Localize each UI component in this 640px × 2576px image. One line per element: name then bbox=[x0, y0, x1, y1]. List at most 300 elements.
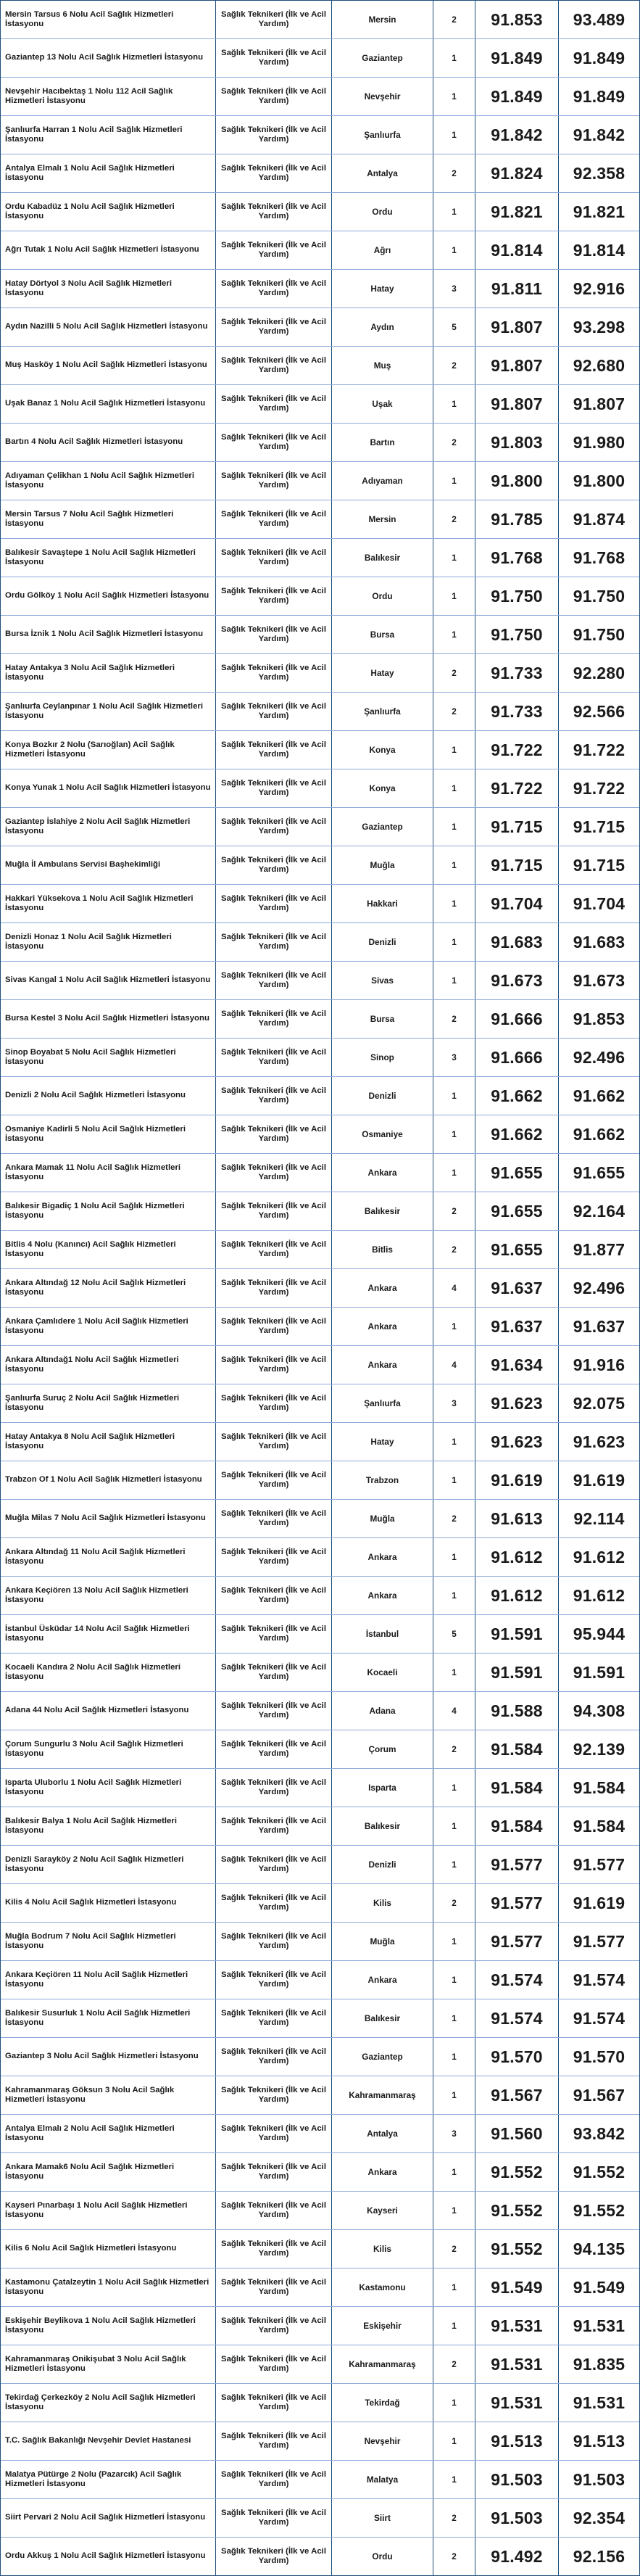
min-score-cell: 91.552 bbox=[475, 2230, 558, 2268]
max-score-cell: 91.807 bbox=[558, 385, 639, 423]
institution-name-cell: İstanbul Üsküdar 14 Nolu Acil Sağlık Hizmetleri İstasyonu bbox=[5, 1624, 190, 1643]
quota-cell: 2 bbox=[433, 2499, 475, 2537]
institution-name-cell: Antalya Elmalı 2 Nolu Acil Sağlık Hizmetleri İstasyonu bbox=[5, 2123, 175, 2142]
quota-cell: 1 bbox=[433, 2038, 475, 2076]
position-title-cell: Sağlık Teknikeri (İlk ve Acil Yardım) bbox=[215, 385, 331, 423]
quota-cell: 1 bbox=[433, 1154, 475, 1192]
position-title-cell: Sağlık Teknikeri (İlk ve Acil Yardım) bbox=[215, 270, 331, 307]
city-cell: Sinop bbox=[331, 1039, 433, 1076]
position-title-cell: Sağlık Teknikeri (İlk ve Acil Yardım) bbox=[215, 1115, 331, 1153]
city-cell: Ordu bbox=[331, 2538, 433, 2575]
min-score-cell: 91.634 bbox=[475, 1346, 558, 1384]
table-row bbox=[1, 1845, 639, 1883]
institution-name-cell: Şanlıurfa Suruç 2 Nolu Acil Sağlık Hizmetleri İstasyonu bbox=[5, 1393, 180, 1412]
table-row bbox=[1, 1576, 639, 1614]
max-score-cell: 92.139 bbox=[558, 1730, 639, 1768]
city-cell: Bursa bbox=[331, 1000, 433, 1038]
institution-name-cell: Denizli Honaz 1 Nolu Acil Sağlık Hizmetleri İstasyonu bbox=[5, 932, 172, 951]
city-cell: Muğla bbox=[331, 846, 433, 884]
max-score-cell: 91.637 bbox=[558, 1308, 639, 1345]
institution-name-cell: Ankara Altındağ 11 Nolu Acil Sağlık Hizmetleri İstasyonu bbox=[5, 1547, 186, 1566]
table-row bbox=[1, 115, 639, 154]
min-score-cell: 91.577 bbox=[475, 1884, 558, 1922]
city-cell: Konya bbox=[331, 731, 433, 769]
max-score-cell: 91.673 bbox=[558, 962, 639, 999]
min-score-cell: 91.733 bbox=[475, 693, 558, 730]
quota-cell: 5 bbox=[433, 308, 475, 346]
city-cell: Osmaniye bbox=[331, 1115, 433, 1153]
quota-cell: 3 bbox=[433, 1039, 475, 1076]
quota-cell: 2 bbox=[433, 1500, 475, 1537]
min-score-cell: 91.715 bbox=[475, 846, 558, 884]
max-score-cell: 91.552 bbox=[558, 2192, 639, 2229]
institution-name-cell: Ankara Çamlıdere 1 Nolu Acil Sağlık Hizmetleri İstasyonu bbox=[5, 1316, 188, 1335]
max-score-cell: 92.114 bbox=[558, 1500, 639, 1537]
position-title-cell: Sağlık Teknikeri (İlk ve Acil Yardım) bbox=[215, 193, 331, 231]
table-row bbox=[1, 961, 639, 999]
institution-name-cell: Ordu Gölköy 1 Nolu Acil Sağlık Hizmetleri İstasyonu bbox=[5, 591, 209, 600]
position-title-cell: Sağlık Teknikeri (İlk ve Acil Yardım) bbox=[215, 1538, 331, 1576]
institution-name-cell: Kilis 6 Nolu Acil Sağlık Hizmetleri İstasyonu bbox=[5, 2244, 177, 2253]
min-score-cell: 91.715 bbox=[475, 808, 558, 846]
max-score-cell: 91.591 bbox=[558, 1654, 639, 1691]
min-score-cell: 91.803 bbox=[475, 424, 558, 461]
min-score-cell: 91.574 bbox=[475, 1961, 558, 1999]
quota-cell: 2 bbox=[433, 2230, 475, 2268]
position-title-cell: Sağlık Teknikeri (İlk ve Acil Yardım) bbox=[215, 808, 331, 846]
city-cell: Şanlıurfa bbox=[331, 1384, 433, 1422]
min-score-cell: 91.849 bbox=[475, 39, 558, 77]
table-row bbox=[1, 1461, 639, 1499]
institution-name-cell: Muğla İl Ambulans Servisi Başhekimliği bbox=[5, 860, 161, 870]
position-title-cell: Sağlık Teknikeri (İlk ve Acil Yardım) bbox=[215, 1961, 331, 1999]
position-title-cell: Sağlık Teknikeri (İlk ve Acil Yardım) bbox=[215, 2153, 331, 2191]
max-score-cell: 91.750 bbox=[558, 577, 639, 615]
min-score-cell: 91.722 bbox=[475, 769, 558, 807]
institution-name-cell: Sinop Boyabat 5 Nolu Acil Sağlık Hizmetleri İstasyonu bbox=[5, 1047, 176, 1066]
quota-cell: 1 bbox=[433, 1807, 475, 1845]
city-cell: Şanlıurfa bbox=[331, 693, 433, 730]
min-score-cell: 91.814 bbox=[475, 231, 558, 269]
institution-name-cell: T.C. Sağlık Bakanlığı Nevşehir Devlet Hastanesi bbox=[5, 2436, 191, 2445]
quota-cell: 2 bbox=[433, 1192, 475, 1230]
min-score-cell: 91.503 bbox=[475, 2499, 558, 2537]
max-score-cell: 91.619 bbox=[558, 1461, 639, 1499]
city-cell: Gaziantep bbox=[331, 39, 433, 77]
max-score-cell: 91.531 bbox=[558, 2307, 639, 2345]
institution-name-cell: Kayseri Pınarbaşı 1 Nolu Acil Sağlık Hizmetleri İstasyonu bbox=[5, 2200, 188, 2219]
institution-name-cell: Balıkesir Balya 1 Nolu Acil Sağlık Hizmetleri İstasyonu bbox=[5, 1816, 177, 1835]
institution-name-cell: Kahramanmaraş Onikişubat 3 Nolu Acil Sağlık Hizmetleri İstasyonu bbox=[5, 2354, 186, 2373]
max-score-cell: 91.549 bbox=[558, 2269, 639, 2306]
max-score-cell: 91.877 bbox=[558, 1231, 639, 1268]
position-title-cell: Sağlık Teknikeri (İlk ve Acil Yardım) bbox=[215, 846, 331, 884]
table-row bbox=[1, 307, 639, 346]
max-score-cell: 91.655 bbox=[558, 1154, 639, 1192]
institution-name-cell: Eskişehir Beylikova 1 Nolu Acil Sağlık Hizmetleri İstasyonu bbox=[5, 2316, 196, 2334]
max-score-cell: 91.503 bbox=[558, 2461, 639, 2498]
institution-name-cell: Ankara Keçiören 11 Nolu Acil Sağlık Hizmetleri İstasyonu bbox=[5, 1970, 188, 1989]
position-title-cell: Sağlık Teknikeri (İlk ve Acil Yardım) bbox=[215, 923, 331, 961]
min-score-cell: 91.531 bbox=[475, 2384, 558, 2422]
position-title-cell: Sağlık Teknikeri (İlk ve Acil Yardım) bbox=[215, 1654, 331, 1691]
institution-name-cell: Isparta Uluborlu 1 Nolu Acil Sağlık Hizmetleri İstasyonu bbox=[5, 1778, 182, 1796]
table-row bbox=[1, 2229, 639, 2268]
table-row bbox=[1, 77, 639, 115]
position-title-cell: Sağlık Teknikeri (İlk ve Acil Yardım) bbox=[215, 654, 331, 692]
position-title-cell: Sağlık Teknikeri (İlk ve Acil Yardım) bbox=[215, 2422, 331, 2460]
max-score-cell: 91.916 bbox=[558, 1346, 639, 1384]
position-title-cell: Sağlık Teknikeri (İlk ve Acil Yardım) bbox=[215, 424, 331, 461]
max-score-cell: 93.489 bbox=[558, 1, 639, 38]
table-row bbox=[1, 1076, 639, 1115]
max-score-cell: 91.849 bbox=[558, 78, 639, 115]
max-score-cell: 91.722 bbox=[558, 731, 639, 769]
max-score-cell: 94.135 bbox=[558, 2230, 639, 2268]
table-row bbox=[1, 2383, 639, 2422]
position-title-cell: Sağlık Teknikeri (İlk ve Acil Yardım) bbox=[215, 1577, 331, 1614]
min-score-cell: 91.750 bbox=[475, 577, 558, 615]
quota-cell: 1 bbox=[433, 39, 475, 77]
max-score-cell: 91.768 bbox=[558, 539, 639, 577]
quota-cell: 4 bbox=[433, 1346, 475, 1384]
institution-name-cell: Muğla Bodrum 7 Nolu Acil Sağlık Hizmetleri İstasyonu bbox=[5, 1931, 176, 1950]
position-title-cell: Sağlık Teknikeri (İlk ve Acil Yardım) bbox=[215, 1, 331, 38]
min-score-cell: 91.612 bbox=[475, 1538, 558, 1576]
table-row bbox=[1, 1614, 639, 1653]
table-row bbox=[1, 2537, 639, 2575]
position-title-cell: Sağlık Teknikeri (İlk ve Acil Yardım) bbox=[215, 1039, 331, 1076]
table-row bbox=[1, 423, 639, 461]
institution-name-cell: Gaziantep 3 Nolu Acil Sağlık Hizmetleri İstasyonu bbox=[5, 2052, 199, 2061]
institution-name-cell: Şanlıurfa Harran 1 Nolu Acil Sağlık Hizmetleri İstasyonu bbox=[5, 125, 183, 144]
position-title-cell: Sağlık Teknikeri (İlk ve Acil Yardım) bbox=[215, 1884, 331, 1922]
table-row bbox=[1, 730, 639, 769]
min-score-cell: 91.574 bbox=[475, 1999, 558, 2037]
city-cell: Kilis bbox=[331, 1884, 433, 1922]
table-row bbox=[1, 1691, 639, 1730]
quota-cell: 1 bbox=[433, 2076, 475, 2114]
position-title-cell: Sağlık Teknikeri (İlk ve Acil Yardım) bbox=[215, 2038, 331, 2076]
institution-name-cell: Muğla Milas 7 Nolu Acil Sağlık Hizmetleri İstasyonu bbox=[5, 1514, 206, 1523]
min-score-cell: 91.821 bbox=[475, 193, 558, 231]
max-score-cell: 91.619 bbox=[558, 1884, 639, 1922]
quota-cell: 1 bbox=[433, 846, 475, 884]
institution-name-cell: Kilis 4 Nolu Acil Sağlık Hizmetleri İstasyonu bbox=[5, 1898, 177, 1907]
position-title-cell: Sağlık Teknikeri (İlk ve Acil Yardım) bbox=[215, 1000, 331, 1038]
institution-name-cell: Hatay Antakya 3 Nolu Acil Sağlık Hizmetleri İstasyonu bbox=[5, 663, 175, 682]
max-score-cell: 91.662 bbox=[558, 1077, 639, 1115]
min-score-cell: 91.666 bbox=[475, 1000, 558, 1038]
quota-cell: 1 bbox=[433, 1846, 475, 1883]
city-cell: Hatay bbox=[331, 654, 433, 692]
min-score-cell: 91.584 bbox=[475, 1807, 558, 1845]
city-cell: Ankara bbox=[331, 1154, 433, 1192]
city-cell: Kastamonu bbox=[331, 2269, 433, 2306]
quota-cell: 1 bbox=[433, 1461, 475, 1499]
max-score-cell: 91.612 bbox=[558, 1538, 639, 1576]
quota-cell: 3 bbox=[433, 270, 475, 307]
min-score-cell: 91.811 bbox=[475, 270, 558, 307]
city-cell: Denizli bbox=[331, 1077, 433, 1115]
city-cell: İstanbul bbox=[331, 1615, 433, 1653]
quota-cell: 1 bbox=[433, 116, 475, 154]
min-score-cell: 91.662 bbox=[475, 1115, 558, 1153]
max-score-cell: 91.612 bbox=[558, 1577, 639, 1614]
quota-cell: 1 bbox=[433, 1923, 475, 1960]
min-score-cell: 91.807 bbox=[475, 385, 558, 423]
min-score-cell: 91.531 bbox=[475, 2307, 558, 2345]
institution-name-cell: Balıkesir Savaştepe 1 Nolu Acil Sağlık Hizmetleri İstasyonu bbox=[5, 548, 196, 566]
max-score-cell: 92.358 bbox=[558, 154, 639, 192]
position-title-cell: Sağlık Teknikeri (İlk ve Acil Yardım) bbox=[215, 2384, 331, 2422]
max-score-cell: 91.574 bbox=[558, 1999, 639, 2037]
institution-name-cell: Kastamonu Çatalzeytin 1 Nolu Acil Sağlık Hizmetleri İstasyonu bbox=[5, 2277, 209, 2296]
institution-name-cell: Hatay Antakya 8 Nolu Acil Sağlık Hizmetleri İstasyonu bbox=[5, 1432, 175, 1450]
city-cell: Antalya bbox=[331, 154, 433, 192]
institution-name-cell: Bursa Kestel 3 Nolu Acil Sağlık Hizmetleri İstasyonu bbox=[5, 1014, 209, 1023]
min-score-cell: 91.613 bbox=[475, 1500, 558, 1537]
institution-name-cell: Konya Yunak 1 Nolu Acil Sağlık Hizmetleri İstasyonu bbox=[5, 783, 211, 793]
city-cell: Balıkesir bbox=[331, 1192, 433, 1230]
position-title-cell: Sağlık Teknikeri (İlk ve Acil Yardım) bbox=[215, 1423, 331, 1461]
position-title-cell: Sağlık Teknikeri (İlk ve Acil Yardım) bbox=[215, 769, 331, 807]
city-cell: Aydın bbox=[331, 308, 433, 346]
max-score-cell: 91.552 bbox=[558, 2153, 639, 2191]
table-row bbox=[1, 1153, 639, 1192]
city-cell: Balıkesir bbox=[331, 1999, 433, 2037]
table-row bbox=[1, 1999, 639, 2037]
position-title-cell: Sağlık Teknikeri (İlk ve Acil Yardım) bbox=[215, 2538, 331, 2575]
institution-name-cell: Osmaniye Kadirli 5 Nolu Acil Sağlık Hizmetleri İstasyonu bbox=[5, 1124, 186, 1143]
position-title-cell: Sağlık Teknikeri (İlk ve Acil Yardım) bbox=[215, 347, 331, 384]
table-row bbox=[1, 769, 639, 807]
max-score-cell: 91.567 bbox=[558, 2076, 639, 2114]
quota-cell: 1 bbox=[433, 1538, 475, 1576]
institution-name-cell: Kocaeli Kandıra 2 Nolu Acil Sağlık Hizmetleri İstasyonu bbox=[5, 1662, 181, 1681]
institution-name-cell: Siirt Pervari 2 Nolu Acil Sağlık Hizmetleri İstasyonu bbox=[5, 2513, 206, 2522]
min-score-cell: 91.785 bbox=[475, 500, 558, 538]
institution-name-cell: Aydın Nazilli 5 Nolu Acil Sağlık Hizmetleri İstasyonu bbox=[5, 322, 208, 331]
position-title-cell: Sağlık Teknikeri (İlk ve Acil Yardım) bbox=[215, 885, 331, 922]
city-cell: Gaziantep bbox=[331, 808, 433, 846]
city-cell: Hatay bbox=[331, 270, 433, 307]
table-row bbox=[1, 38, 639, 77]
position-title-cell: Sağlık Teknikeri (İlk ve Acil Yardım) bbox=[215, 616, 331, 653]
min-score-cell: 91.807 bbox=[475, 308, 558, 346]
institution-name-cell: Ankara Altındağ1 Nolu Acil Sağlık Hizmetleri İstasyonu bbox=[5, 1355, 179, 1374]
max-score-cell: 95.944 bbox=[558, 1615, 639, 1653]
quota-cell: 2 bbox=[433, 1231, 475, 1268]
min-score-cell: 91.492 bbox=[475, 2538, 558, 2575]
position-title-cell: Sağlık Teknikeri (İlk ve Acil Yardım) bbox=[215, 1923, 331, 1960]
city-cell: Şanlıurfa bbox=[331, 116, 433, 154]
min-score-cell: 91.552 bbox=[475, 2192, 558, 2229]
position-title-cell: Sağlık Teknikeri (İlk ve Acil Yardım) bbox=[215, 1192, 331, 1230]
quota-cell: 2 bbox=[433, 1884, 475, 1922]
city-cell: Kayseri bbox=[331, 2192, 433, 2229]
table-row bbox=[1, 2460, 639, 2498]
min-score-cell: 91.588 bbox=[475, 1692, 558, 1730]
min-score-cell: 91.655 bbox=[475, 1192, 558, 1230]
city-cell: Muğla bbox=[331, 1500, 433, 1537]
table-row bbox=[1, 231, 639, 269]
table-row bbox=[1, 1268, 639, 1307]
max-score-cell: 91.577 bbox=[558, 1846, 639, 1883]
table-row bbox=[1, 461, 639, 500]
table-row bbox=[1, 192, 639, 231]
quota-cell: 2 bbox=[433, 500, 475, 538]
institution-name-cell: Ağrı Tutak 1 Nolu Acil Sağlık Hizmetleri İstasyonu bbox=[5, 245, 199, 255]
max-score-cell: 92.354 bbox=[558, 2499, 639, 2537]
table-row bbox=[1, 577, 639, 615]
position-title-cell: Sağlık Teknikeri (İlk ve Acil Yardım) bbox=[215, 731, 331, 769]
institution-name-cell: Uşak Banaz 1 Nolu Acil Sağlık Hizmetleri İstasyonu bbox=[5, 399, 206, 408]
table-row bbox=[1, 2152, 639, 2191]
position-title-cell: Sağlık Teknikeri (İlk ve Acil Yardım) bbox=[215, 1615, 331, 1653]
position-title-cell: Sağlık Teknikeri (İlk ve Acil Yardım) bbox=[215, 2461, 331, 2498]
city-cell: Uşak bbox=[331, 385, 433, 423]
city-cell: Balıkesir bbox=[331, 539, 433, 577]
city-cell: Kahramanmaraş bbox=[331, 2076, 433, 2114]
max-score-cell: 91.574 bbox=[558, 1961, 639, 1999]
position-title-cell: Sağlık Teknikeri (İlk ve Acil Yardım) bbox=[215, 1231, 331, 1268]
table-row bbox=[1, 846, 639, 884]
position-title-cell: Sağlık Teknikeri (İlk ve Acil Yardım) bbox=[215, 1269, 331, 1307]
institution-name-cell: Nevşehir Hacıbektaş 1 Nolu 112 Acil Sağlık Hizmetleri İstasyonu bbox=[5, 86, 173, 105]
position-title-cell: Sağlık Teknikeri (İlk ve Acil Yardım) bbox=[215, 1769, 331, 1807]
quota-cell: 2 bbox=[433, 2345, 475, 2383]
table-row bbox=[1, 384, 639, 423]
quota-cell: 5 bbox=[433, 1615, 475, 1653]
quota-cell: 1 bbox=[433, 769, 475, 807]
table-row bbox=[1, 500, 639, 538]
institution-name-cell: Hakkari Yüksekova 1 Nolu Acil Sağlık Hizmetleri İstasyonu bbox=[5, 893, 194, 912]
institution-name-cell: Mersin Tarsus 7 Nolu Acil Sağlık Hizmetleri İstasyonu bbox=[5, 509, 174, 528]
table-row bbox=[1, 346, 639, 384]
quota-cell: 1 bbox=[433, 577, 475, 615]
max-score-cell: 92.156 bbox=[558, 2538, 639, 2575]
table-row bbox=[1, 692, 639, 730]
table-row bbox=[1, 1499, 639, 1537]
max-score-cell: 92.164 bbox=[558, 1192, 639, 1230]
table-row bbox=[1, 269, 639, 307]
table-row bbox=[1, 2114, 639, 2152]
city-cell: Nevşehir bbox=[331, 78, 433, 115]
city-cell: Ankara bbox=[331, 1577, 433, 1614]
institution-name-cell: Muş Hasköy 1 Nolu Acil Sağlık Hizmetleri İstasyonu bbox=[5, 360, 207, 370]
position-title-cell: Sağlık Teknikeri (İlk ve Acil Yardım) bbox=[215, 962, 331, 999]
min-score-cell: 91.853 bbox=[475, 1, 558, 38]
max-score-cell: 91.577 bbox=[558, 1923, 639, 1960]
city-cell: Mersin bbox=[331, 1, 433, 38]
quota-cell: 1 bbox=[433, 2269, 475, 2306]
city-cell: Mersin bbox=[331, 500, 433, 538]
table-row bbox=[1, 2422, 639, 2460]
quota-cell: 1 bbox=[433, 539, 475, 577]
quota-cell: 1 bbox=[433, 2384, 475, 2422]
institution-name-cell: Sivas Kangal 1 Nolu Acil Sağlık Hizmetleri İstasyonu bbox=[5, 975, 211, 985]
quota-cell: 1 bbox=[433, 1999, 475, 2037]
city-cell: Malatya bbox=[331, 2461, 433, 2498]
max-score-cell: 91.800 bbox=[558, 462, 639, 500]
institution-name-cell: Ordu Kabadüz 1 Nolu Acil Sağlık Hizmetleri İstasyonu bbox=[5, 202, 175, 220]
table-row bbox=[1, 2191, 639, 2229]
quota-cell: 2 bbox=[433, 1000, 475, 1038]
table-row bbox=[1, 2037, 639, 2076]
max-score-cell: 93.298 bbox=[558, 308, 639, 346]
institution-name-cell: Kahramanmaraş Göksun 3 Nolu Acil Sağlık Hizmetleri İstasyonu bbox=[5, 2085, 175, 2104]
table-row bbox=[1, 1345, 639, 1384]
max-score-cell: 93.842 bbox=[558, 2115, 639, 2152]
city-cell: Antalya bbox=[331, 2115, 433, 2152]
position-title-cell: Sağlık Teknikeri (İlk ve Acil Yardım) bbox=[215, 1846, 331, 1883]
city-cell: Ankara bbox=[331, 1538, 433, 1576]
max-score-cell: 91.722 bbox=[558, 769, 639, 807]
min-score-cell: 91.655 bbox=[475, 1154, 558, 1192]
institution-name-cell: Ankara Mamak 11 Nolu Acil Sağlık Hizmetleri İstasyonu bbox=[5, 1163, 181, 1181]
city-cell: Adıyaman bbox=[331, 462, 433, 500]
institution-name-cell: Ankara Keçiören 13 Nolu Acil Sağlık Hizmetleri İstasyonu bbox=[5, 1585, 188, 1604]
min-score-cell: 91.591 bbox=[475, 1654, 558, 1691]
position-title-cell: Sağlık Teknikeri (İlk ve Acil Yardım) bbox=[215, 1077, 331, 1115]
position-title-cell: Sağlık Teknikeri (İlk ve Acil Yardım) bbox=[215, 577, 331, 615]
min-score-cell: 91.849 bbox=[475, 78, 558, 115]
min-score-cell: 91.570 bbox=[475, 2038, 558, 2076]
city-cell: Muğla bbox=[331, 1923, 433, 1960]
quota-cell: 1 bbox=[433, 885, 475, 922]
table-row bbox=[1, 1230, 639, 1268]
institution-name-cell: Balıkesir Bigadiç 1 Nolu Acil Sağlık Hizmetleri İstasyonu bbox=[5, 1201, 185, 1220]
min-score-cell: 91.666 bbox=[475, 1039, 558, 1076]
min-score-cell: 91.552 bbox=[475, 2153, 558, 2191]
max-score-cell: 91.570 bbox=[558, 2038, 639, 2076]
institution-name-cell: Denizli Sarayköy 2 Nolu Acil Sağlık Hizmetleri İstasyonu bbox=[5, 1854, 184, 1873]
position-title-cell: Sağlık Teknikeri (İlk ve Acil Yardım) bbox=[215, 539, 331, 577]
max-score-cell: 91.623 bbox=[558, 1423, 639, 1461]
quota-cell: 3 bbox=[433, 1384, 475, 1422]
institution-name-cell: Gaziantep 13 Nolu Acil Sağlık Hizmetleri İstasyonu bbox=[5, 53, 204, 62]
institution-name-cell: Adana 44 Nolu Acil Sağlık Hizmetleri İstasyonu bbox=[5, 1706, 189, 1715]
institution-name-cell: Şanlıurfa Ceylanpınar 1 Nolu Acil Sağlık Hizmetleri İstasyonu bbox=[5, 701, 204, 720]
table-row bbox=[1, 1, 639, 38]
max-score-cell: 91.835 bbox=[558, 2345, 639, 2383]
table-row bbox=[1, 154, 639, 192]
quota-cell: 1 bbox=[433, 616, 475, 653]
position-title-cell: Sağlık Teknikeri (İlk ve Acil Yardım) bbox=[215, 231, 331, 269]
table-row bbox=[1, 615, 639, 653]
position-title-cell: Sağlık Teknikeri (İlk ve Acil Yardım) bbox=[215, 2076, 331, 2114]
position-title-cell: Sağlık Teknikeri (İlk ve Acil Yardım) bbox=[215, 116, 331, 154]
max-score-cell: 92.566 bbox=[558, 693, 639, 730]
quota-cell: 1 bbox=[433, 1308, 475, 1345]
min-score-cell: 91.623 bbox=[475, 1423, 558, 1461]
city-cell: Bitlis bbox=[331, 1231, 433, 1268]
institution-name-cell: Balıkesir Susurluk 1 Nolu Acil Sağlık Hizmetleri İstasyonu bbox=[5, 2008, 191, 2027]
quota-cell: 2 bbox=[433, 2538, 475, 2575]
quota-cell: 1 bbox=[433, 1423, 475, 1461]
institution-name-cell: Denizli 2 Nolu Acil Sağlık Hizmetleri İstasyonu bbox=[5, 1091, 186, 1100]
institution-name-cell: Antalya Elmalı 1 Nolu Acil Sağlık Hizmetleri İstasyonu bbox=[5, 163, 175, 182]
min-score-cell: 91.549 bbox=[475, 2269, 558, 2306]
table-row bbox=[1, 1960, 639, 1999]
position-title-cell: Sağlık Teknikeri (İlk ve Acil Yardım) bbox=[215, 2115, 331, 2152]
min-score-cell: 91.612 bbox=[475, 1577, 558, 1614]
quota-cell: 2 bbox=[433, 1, 475, 38]
position-title-cell: Sağlık Teknikeri (İlk ve Acil Yardım) bbox=[215, 2499, 331, 2537]
max-score-cell: 92.496 bbox=[558, 1039, 639, 1076]
table-row bbox=[1, 653, 639, 692]
